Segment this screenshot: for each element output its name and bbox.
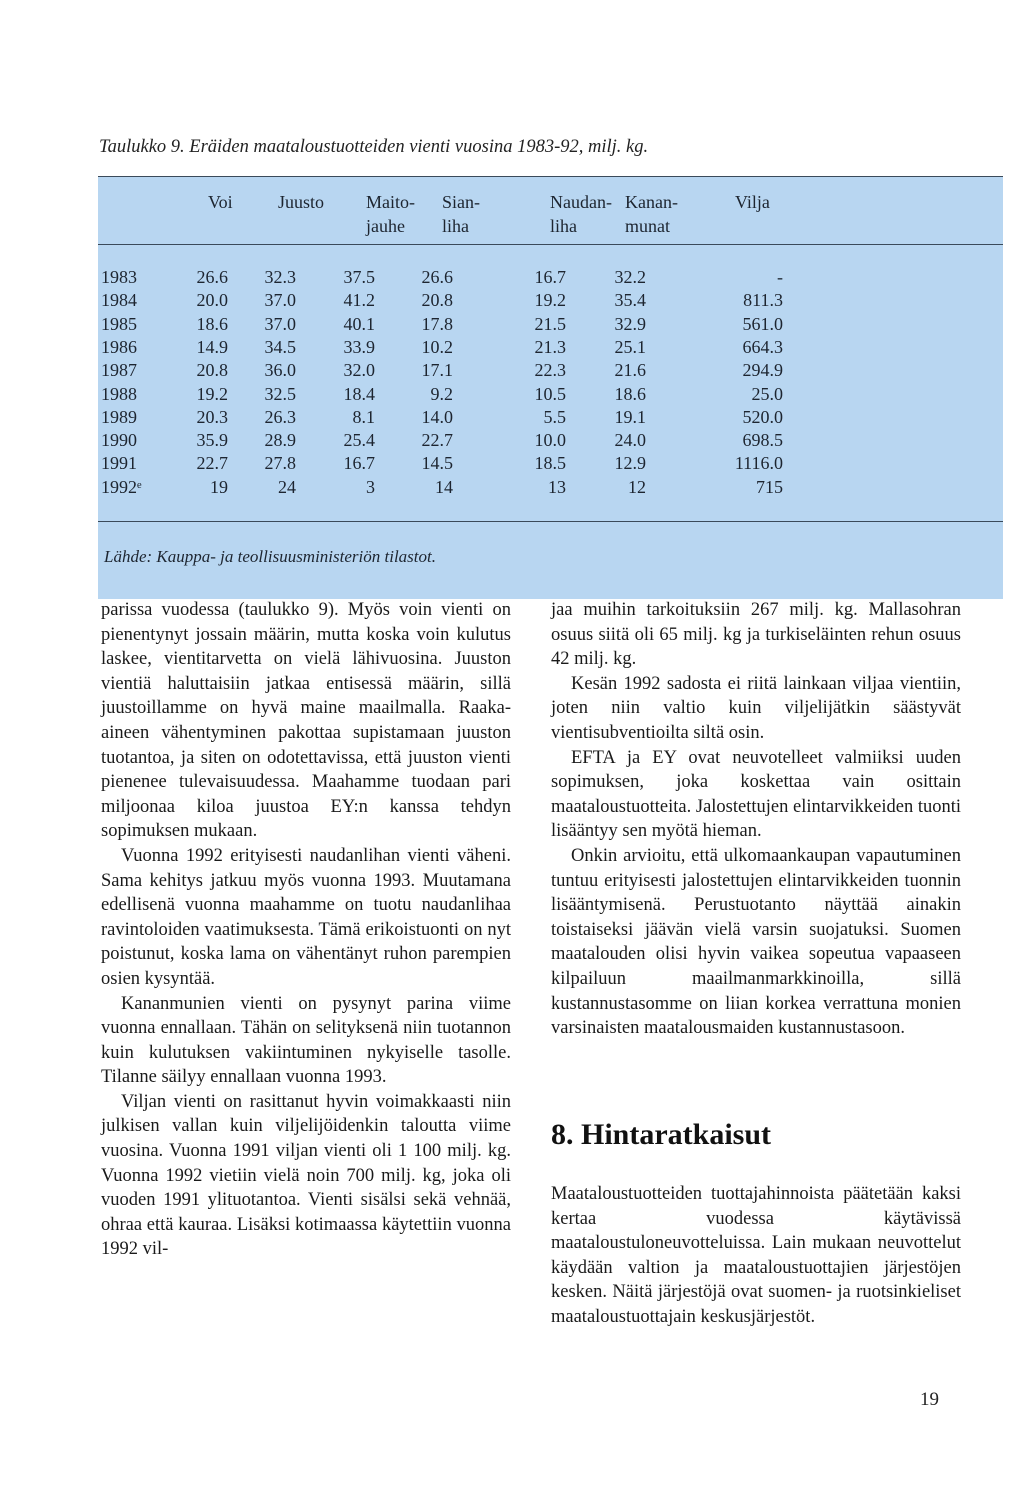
paragraph: Kananmunien vienti on pysynyt parina viime vuonna ennallaan. Tähän on selityksenä niin tuotannon kuin kulutuksen vakiintuminen nykyiselle tasolle. Tilanne säilyy ennallaan vuonna 1993. [101, 993, 511, 1088]
row-year: 1984 [101, 290, 137, 311]
table-cell: 811.3 [743, 290, 783, 311]
column-header: Naudan- liha [550, 192, 612, 236]
table-cell: 35.4 [614, 290, 646, 311]
table-cell: 22.7 [421, 430, 453, 451]
paragraph: parissa vuodessa (taulukko 9). Myös voin vienti on pienentynyt jossain määrin, mutta koska voin kulutus laskee, vientitarvetta on vielä lähivuosina. Juuston vientiä haluttaisiin jatkaa entisessä määrin, sillä juustoillamme on hyvä maine maailmalla. Raaka-aineen vähentyminen pakottaa supistamaan juuston tuotantoa, ja siten on odotettavissa, että juuston vienti pienenee tulevaisuudessa. Maahamme tuodaan pari miljoonaa kiloa juustoa EY:n kanssa tehdyn sopimuksen mukaan. [101, 600, 511, 842]
table-cell: 9.2 [430, 383, 453, 404]
table-cell: 25.0 [751, 383, 783, 404]
paragraph: EFTA ja EY ovat neuvotelleet valmiiksi uuden sopimuksen, joka koskettaa vain osittain maataloustuotteita. Jalostettujen elintarvikkeiden tuonti lisääntyy sen myötä hieman. [551, 747, 961, 842]
column-header: Vilja [735, 192, 770, 212]
row-year: 1992ᵉ [101, 476, 142, 497]
table-cell: 34.5 [264, 336, 296, 357]
table-cell: 24 [278, 476, 296, 497]
paragraph: Maataloustuotteiden tuottajahinnoista päätetään kaksi kertaa vuodessa käytävissä maataloustuloneuvotteluissa. Lain mukaan neuvottelut käydään valtion ja maataloustuottajien järjestöjen kesken. Näitä järjestöjä ovat suomen- ja ruotsinkieliset maataloustuottajain keskusjärjestöt. [551, 1184, 961, 1327]
table-cell: 22.7 [196, 453, 228, 474]
table-cell: 8.1 [352, 406, 375, 427]
row-year: 1985 [101, 313, 137, 334]
left-column [101, 598, 511, 1262]
table-cell: 14.9 [196, 336, 228, 357]
table-cell: 21.5 [534, 313, 566, 334]
header-rule [98, 244, 1003, 245]
table-cell: 715 [756, 476, 783, 497]
table-caption: Taulukko 9. Eräiden maataloustuotteiden vienti vuosina 1983-92, milj. kg. [99, 137, 649, 157]
table-cell: 20.8 [196, 360, 228, 381]
table-cell: 35.9 [196, 430, 228, 451]
table-cell: 16.7 [343, 453, 375, 474]
row-year: 1989 [101, 406, 137, 427]
table-cell: 19 [210, 476, 228, 497]
paragraph: Vuonna 1992 erityisesti naudanlihan vienti väheni. Sama kehitys jatkuu myös vuonna 1993. Muutamana edellisenä vuonna maahamme on tuotu naudanlihaa ravintoloiden vaatimuksesta. Tämä erikoistuonti on nyt poistunut, koska lama on vähentänyt ruhon parempien osien kysyntää. [101, 845, 511, 989]
table-cell: 18.4 [343, 383, 375, 404]
table-cell: 26.6 [421, 267, 453, 287]
table-cell: 10.5 [534, 383, 566, 404]
table-cell: 26.6 [196, 267, 228, 287]
row-year: 1986 [101, 336, 137, 357]
table-cell: 36.0 [264, 360, 296, 381]
right-column [551, 598, 961, 1041]
paragraph: Onkin arvioitu, että ulkomaankaupan vapautuminen tuntuu erityisesti jalostettujen elintarvikkeiden tuonnin lisääntymisenä. Perustuotanto näyttää ainakin toistaiseksi jäävän vielä varsin suojatuksi. Suomen maatalouden olisi hyvin vaikea sopeutua vapaaseen kilpailuun maailmanmarkkinoilla, sillä kustannustasomme on liian korkea verrattuna monien varsinaisten maatalousmaiden kustannustasoon. [551, 845, 961, 1039]
column-header: Juusto [278, 192, 325, 212]
row-year: 1983 [101, 267, 137, 287]
table-cell: 294.9 [742, 360, 783, 381]
table-cell: 17.8 [421, 313, 453, 334]
table-cell: 16.7 [534, 267, 566, 287]
table-cell: 28.9 [264, 430, 296, 451]
table-cell: 19.2 [196, 383, 228, 404]
table-cell: 20.3 [196, 406, 228, 427]
table-cell: 561.0 [742, 313, 783, 334]
table-cell: 5.5 [543, 406, 566, 427]
table-cell: 32.3 [264, 267, 296, 287]
table-cell: 25.4 [343, 430, 375, 451]
paragraph: jaa muihin tarkoituksiin 267 milj. kg. Mallasohran osuus siitä oli 65 milj. kg ja turkiseläinten rehun osuus 42 milj. kg. [551, 600, 961, 670]
row-year: 1987 [101, 360, 137, 381]
table-cell: 14.5 [421, 453, 453, 474]
table-cell: 14.0 [421, 406, 453, 427]
table-cell: 21.3 [534, 336, 566, 357]
row-year: 1990 [101, 430, 137, 451]
table-cell: 12.9 [614, 453, 646, 474]
table-cell: 20.0 [196, 290, 228, 311]
column-header: Voi [208, 192, 233, 212]
table-cell: 32.5 [264, 383, 296, 404]
table-cell: 27.8 [264, 453, 296, 474]
table-cell: - [777, 267, 783, 287]
table-top-rule [98, 176, 1003, 177]
table-cell: 19.1 [614, 406, 646, 427]
table-cell: 33.9 [343, 336, 375, 357]
table-cell: 698.5 [742, 430, 783, 451]
column-header: Sian- liha [442, 192, 480, 236]
table-cell: 18.6 [614, 383, 646, 404]
table-cell: 20.8 [421, 290, 453, 311]
table-cell: 32.9 [614, 313, 646, 334]
table-cell: 12 [628, 476, 646, 497]
paragraph: Viljan vienti on rasittanut hyvin voimakkaasti niin julkisen vallan kuin viljelijöidenkin taloutta viime vuosina. Vuonna 1991 viljan vienti oli 1 100 milj. kg. Vuonna 1992 vietiin vielä noin 700 milj. kg, joka oli vuoden 1991 ylituotantoa. Vienti sisälsi sekä vehnää, ohraa että kauraa. Lisäksi kotimaassa käytettiin vuonna 1992 vil- [101, 1091, 511, 1260]
bottom-rule [98, 521, 1003, 522]
row-year: 1988 [101, 383, 137, 404]
table-cell: 41.2 [343, 290, 375, 311]
table-cell: 10.0 [534, 430, 566, 451]
table-cell: 3 [366, 476, 375, 497]
table-cell: 14 [435, 476, 453, 497]
table-cell: 520.0 [742, 406, 783, 427]
table-source: Lähde: Kauppa- ja teollisuusministeriön tilastot. [104, 547, 436, 566]
table-cell: 22.3 [534, 360, 566, 381]
table-cell: 17.1 [421, 360, 453, 381]
paragraph: Kesän 1992 sadosta ei riitä lainkaan viljaa vientiin, joten niin valtio kuin viljelijätkin säästyvät vientisubventioilta siltä osin. [551, 673, 961, 743]
table-cell: 664.3 [742, 336, 783, 357]
section-body [551, 1182, 961, 1330]
table-cell: 25.1 [614, 336, 646, 357]
table-cell: 37.5 [343, 267, 375, 287]
table-cell: 1116.0 [734, 453, 783, 474]
table-cell: 21.6 [614, 360, 646, 381]
table-cell: 13 [548, 476, 566, 497]
table-cell: 24.0 [614, 430, 646, 451]
data-table [98, 176, 1003, 599]
page-number: 19 [920, 1389, 939, 1410]
table-cell: 37.0 [264, 313, 296, 334]
section-heading: 8. Hintaratkaisut [551, 1118, 772, 1151]
table-cell: 10.2 [421, 336, 453, 357]
table-cell: 37.0 [264, 290, 296, 311]
table-cell: 18.5 [534, 453, 566, 474]
table-cell: 18.6 [196, 313, 228, 334]
column-header: Kanan- munat [625, 192, 678, 236]
table-cell: 32.2 [614, 267, 646, 287]
row-year: 1991 [101, 453, 137, 474]
table-cell: 40.1 [343, 313, 375, 334]
table-cell: 26.3 [264, 406, 296, 427]
table-cell: 19.2 [534, 290, 566, 311]
column-header: Maito- jauhe [366, 192, 415, 236]
table-cell: 32.0 [343, 360, 375, 381]
